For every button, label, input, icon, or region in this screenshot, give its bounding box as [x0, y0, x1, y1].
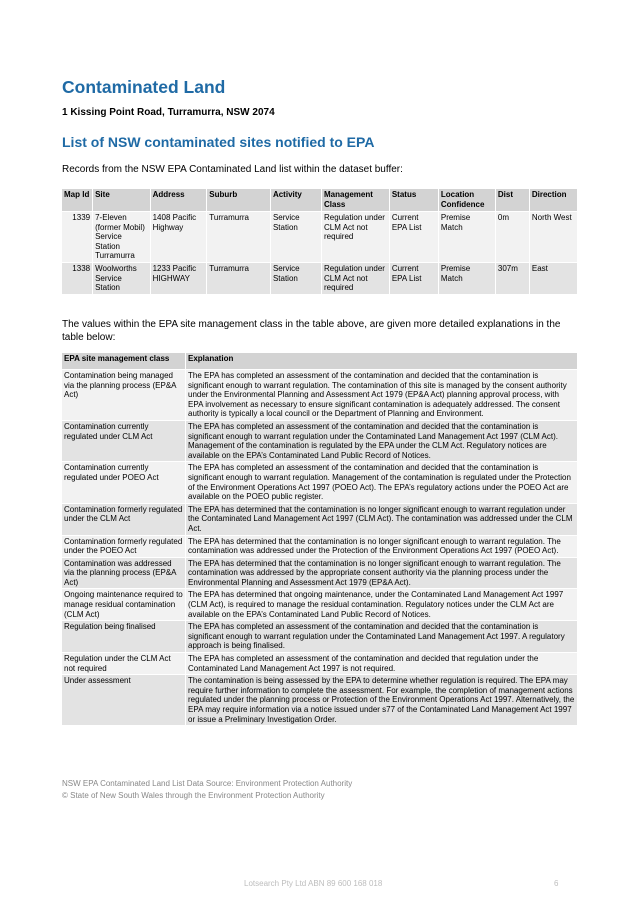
- table-cell: North West: [530, 212, 577, 262]
- table-cell: Current EPA List: [390, 263, 438, 294]
- sites-col-header: Site: [93, 189, 150, 211]
- class-name-cell: Regulation being finalised: [62, 621, 185, 652]
- table-row: [62, 589, 577, 620]
- explanation-cell: The contamination is being assessed by the EPA to determine whether regulation is required. The EPA may require further information to complete the assessment. For example, the completion of management actions regulated under the planning process or Protection of the Environment Operations Act 1997. Alternatively, the EPA may require information via a notice issued under s77 of the Contaminated Land Management Act 1997 or issue a Preliminary Investigation Order.: [186, 675, 577, 725]
- class-name-cell: Contamination currently regulated under POEO Act: [62, 462, 185, 502]
- explanation-cell: The EPA has determined that the contamination is no longer significant enough to warrant regulation. The contamination was addressed by the appropriate consent authority via the planning process under the Environmental Planning and Assessment Act 1979 (EP&A Act).: [186, 558, 577, 589]
- table-row: [62, 558, 577, 589]
- table-row: [62, 263, 577, 294]
- explanation-cell: The EPA has completed an assessment of the contamination and decided that regulation under the Contaminated Land Management Act 1997 is not required.: [186, 653, 577, 674]
- table-row: [62, 653, 577, 674]
- table-cell: Regulation under CLM Act not required: [322, 212, 389, 262]
- sites-col-header: Address: [151, 189, 207, 211]
- sites-table-header-row: [62, 189, 577, 211]
- class-name-cell: Contamination being managed via the planning process (EP&A Act): [62, 370, 185, 420]
- explanation-intro: The values within the EPA site management class in the table above, are given more detailed explanations in the table below:: [62, 319, 561, 343]
- table-row: [62, 504, 577, 535]
- source-line: NSW EPA Contaminated Land List Data Source: Environment Protection Authority: [62, 779, 353, 788]
- table-row: [62, 675, 577, 725]
- sites-col-header: Direction: [530, 189, 577, 211]
- copyright-line: © State of New South Wales through the Environment Protection Authority: [62, 791, 325, 800]
- class-col-header: EPA site management class: [62, 353, 185, 369]
- section-title: List of NSW contaminated sites notified to EPA: [62, 134, 375, 150]
- explanation-cell: The EPA has determined that ongoing maintenance, under the Contaminated Land Management Act 1997 (CLM Act), is required to manage the residual contamination. Regulatory notices under the CLM Act are available on the EPA’s Contaminated Land Public Record of Notices.: [186, 589, 577, 620]
- sites-col-header: Activity: [271, 189, 321, 211]
- class-name-cell: Contamination formerly regulated under the POEO Act: [62, 536, 185, 557]
- table-cell: Turramurra: [207, 263, 270, 294]
- table-row: [62, 421, 577, 461]
- contaminated-sites-table: [61, 188, 578, 295]
- class-col-header: Explanation: [186, 353, 577, 369]
- sites-col-header: Location Confidence: [439, 189, 495, 211]
- sites-col-header: Dist: [496, 189, 529, 211]
- class-table-header-row: [62, 353, 577, 369]
- class-name-cell: Contamination formerly regulated under the CLM Act: [62, 504, 185, 535]
- table-cell: Service Station: [271, 263, 321, 294]
- table-row: [62, 462, 577, 502]
- data-source-note: [62, 778, 352, 802]
- table-row: [62, 370, 577, 420]
- table-cell: Premise Match: [439, 212, 495, 262]
- table-row: [62, 621, 577, 652]
- table-cell: 1338: [62, 263, 92, 294]
- table-cell: Service Station: [271, 212, 321, 262]
- table-cell: Regulation under CLM Act not required: [322, 263, 389, 294]
- explanation-cell: The EPA has completed an assessment of the contamination and decided that the contamination is significant enough to warrant regulation under the Contaminated Land Management Act 1997 (CLM Act). Management of the contamination is regulated by the EPA under the CLM Act. Regulatory notices are available on the EPA’s Contaminated Land Public Record of Notices.: [186, 421, 577, 461]
- table-cell: Woolworths Service Station: [93, 263, 150, 294]
- management-class-table: [61, 352, 578, 726]
- sites-col-header: Management Class: [322, 189, 389, 211]
- explanation-cell: The EPA has completed an assessment of the contamination and decided that the contamination is significant enough to warrant regulation. The contamination of this site is managed by the consent authority under the Environmental Planning and Assessment Act 1979 (EP&A Act) planning approval process, with EPA involvement as necessary to ensure significant contamination is adequately addressed. The consent authority is typically a local council or the Department of Planning and Environment.: [186, 370, 577, 420]
- site-address: 1 Kissing Point Road, Turramurra, NSW 2074: [62, 107, 275, 118]
- table-cell: 0m: [496, 212, 529, 262]
- page-title: Contaminated Land: [62, 77, 226, 97]
- class-name-cell: Ongoing maintenance required to manage residual contamination (CLM Act): [62, 589, 185, 620]
- class-name-cell: Under assessment: [62, 675, 185, 725]
- table-cell: 307m: [496, 263, 529, 294]
- table-row: [62, 212, 577, 262]
- explanation-cell: The EPA has completed an assessment of the contamination and decided that the contamination is significant enough to warrant regulation. Management of the contamination is regulated under the Protection of the Environment Operations Act 1997 (POEO Act). The EPA’s regulatory actions under the POEO Act are available on the POEO public register.: [186, 462, 577, 502]
- explanation-cell: The EPA has completed an assessment of the contamination and decided that the contamination is significant enough to warrant regulation under the Contaminated Land Management Act 1997. A regulatory approach is being finalised.: [186, 621, 577, 652]
- intro-text: Records from the NSW EPA Contaminated Land list within the dataset buffer:: [62, 164, 403, 175]
- sites-col-header: Map Id: [62, 189, 92, 211]
- sites-col-header: Suburb: [207, 189, 270, 211]
- explanation-cell: The EPA has determined that the contamination is no longer significant enough to warrant regulation. The contamination was addressed under the Protection of the Environment Operations Act 1997 (POEO Act).: [186, 536, 577, 557]
- table-cell: 7-Eleven (former Mobil) Service Station Turramurra: [93, 212, 150, 262]
- table-cell: Turramurra: [207, 212, 270, 262]
- explanation-cell: The EPA has determined that the contamination is no longer significant enough to warrant regulation under the Contaminated Land Management Act 1997 (CLM Act). The contamination was addressed under the CLM Act.: [186, 504, 577, 535]
- table-cell: 1408 Pacific Highway: [151, 212, 207, 262]
- table-cell: East: [530, 263, 577, 294]
- table-cell: 1339: [62, 212, 92, 262]
- page-number: 6: [554, 879, 559, 888]
- footer-company: Lotsearch Pty Ltd ABN 89 600 168 018: [244, 879, 383, 888]
- class-name-cell: Regulation under the CLM Act not required: [62, 653, 185, 674]
- sites-col-header: Status: [390, 189, 438, 211]
- table-cell: 1233 Pacific HIGHWAY: [151, 263, 207, 294]
- class-name-cell: Contamination currently regulated under CLM Act: [62, 421, 185, 461]
- table-cell: Premise Match: [439, 263, 495, 294]
- table-cell: Current EPA List: [390, 212, 438, 262]
- class-name-cell: Contamination was addressed via the planning process (EP&A Act): [62, 558, 185, 589]
- table-row: [62, 536, 577, 557]
